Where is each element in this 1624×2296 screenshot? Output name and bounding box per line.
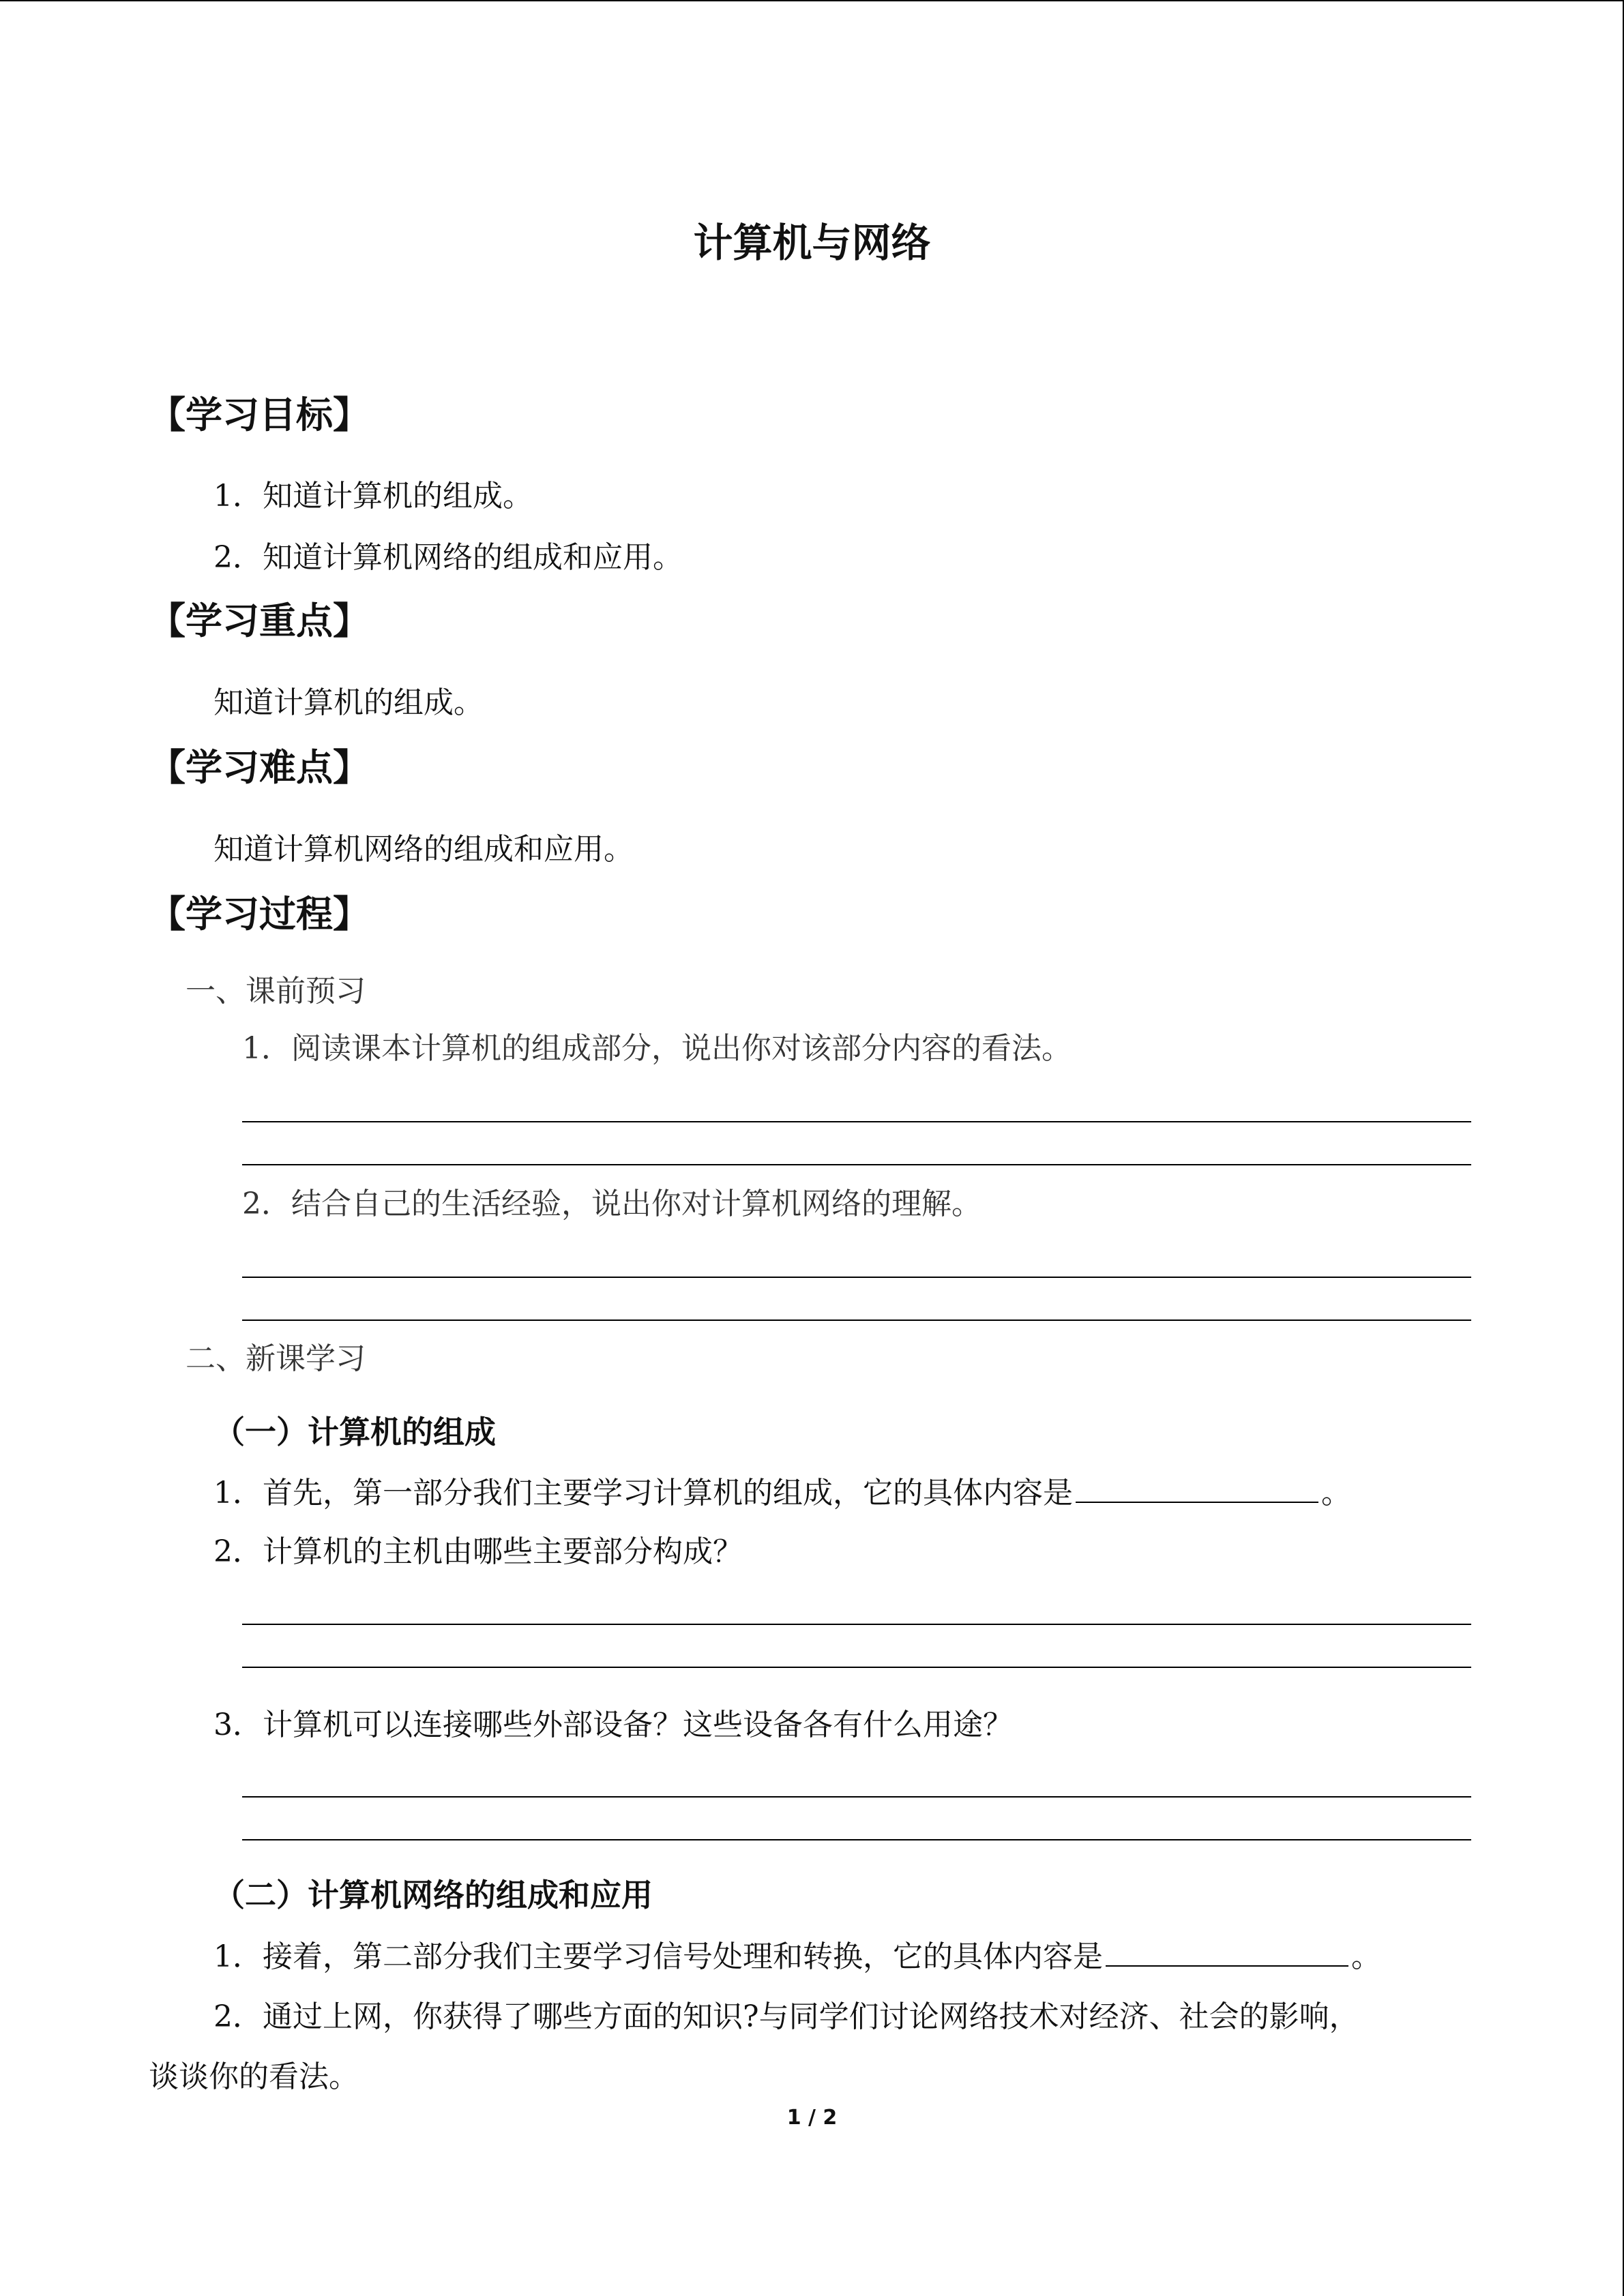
- fill-in-blank: [1106, 1938, 1348, 1967]
- part1-question-1-text: 1．首先，第一部分我们主要学习计算机的组成，它的具体内容是: [213, 1476, 1073, 1510]
- answer-line: [242, 1121, 1471, 1122]
- answer-line: [242, 1624, 1471, 1625]
- objective-item-2: 2．知道计算机网络的组成和应用。: [213, 540, 683, 575]
- part2-question-1-end: 。: [1351, 1939, 1381, 1974]
- page-title: 计算机与网络: [693, 220, 931, 266]
- answer-line: [242, 1667, 1471, 1668]
- difficulties-text: 知道计算机网络的组成和应用。: [213, 832, 634, 867]
- key-points-heading: 【学习重点】: [149, 599, 370, 642]
- answer-line: [242, 1839, 1471, 1840]
- preview-question-1: 1．阅读课本计算机的组成部分，说出你对该部分内容的看法。: [242, 1031, 1072, 1066]
- part1-question-2: 2．计算机的主机由哪些主要部分构成？: [213, 1534, 743, 1569]
- answer-line: [242, 1164, 1471, 1165]
- fill-in-blank: [1076, 1474, 1318, 1503]
- part2-question-2-line2: 谈谈你的看法。: [149, 2059, 359, 2094]
- answer-line: [242, 1320, 1471, 1321]
- process-heading: 【学习过程】: [149, 892, 370, 936]
- part1-question-3: 3．计算机可以连接哪些外部设备？这些设备各有什么用途？: [213, 1708, 1013, 1742]
- preview-question-2: 2．结合自己的生活经验，说出你对计算机网络的理解。: [242, 1187, 981, 1221]
- page-number: 1 / 2: [786, 2106, 838, 2130]
- objectives-heading: 【学习目标】: [149, 393, 370, 436]
- part2-question-2-line1: 2．通过上网，你获得了哪些方面的知识?与同学们讨论网络技术对经济、社会的影响，: [213, 1999, 1359, 2034]
- answer-line: [242, 1277, 1471, 1278]
- difficulties-heading: 【学习难点】: [149, 745, 370, 789]
- key-points-text: 知道计算机的组成。: [213, 685, 484, 720]
- preview-label: 一、课前预习: [186, 974, 366, 1009]
- answer-line: [242, 1796, 1471, 1798]
- part1-question-1: [213, 1474, 1351, 1512]
- new-lesson-label: 二、新课学习: [186, 1341, 366, 1376]
- part2-question-1: [213, 1938, 1381, 1976]
- part2-question-1-text: 1．接着，第二部分我们主要学习信号处理和转换，它的具体内容是: [213, 1939, 1103, 1974]
- part1-heading: （一）计算机的组成: [213, 1414, 496, 1450]
- objective-item-1: 1．知道计算机的组成。: [213, 479, 533, 513]
- part1-question-1-end: 。: [1321, 1476, 1351, 1510]
- part2-heading: （二）计算机网络的组成和应用: [213, 1877, 653, 1913]
